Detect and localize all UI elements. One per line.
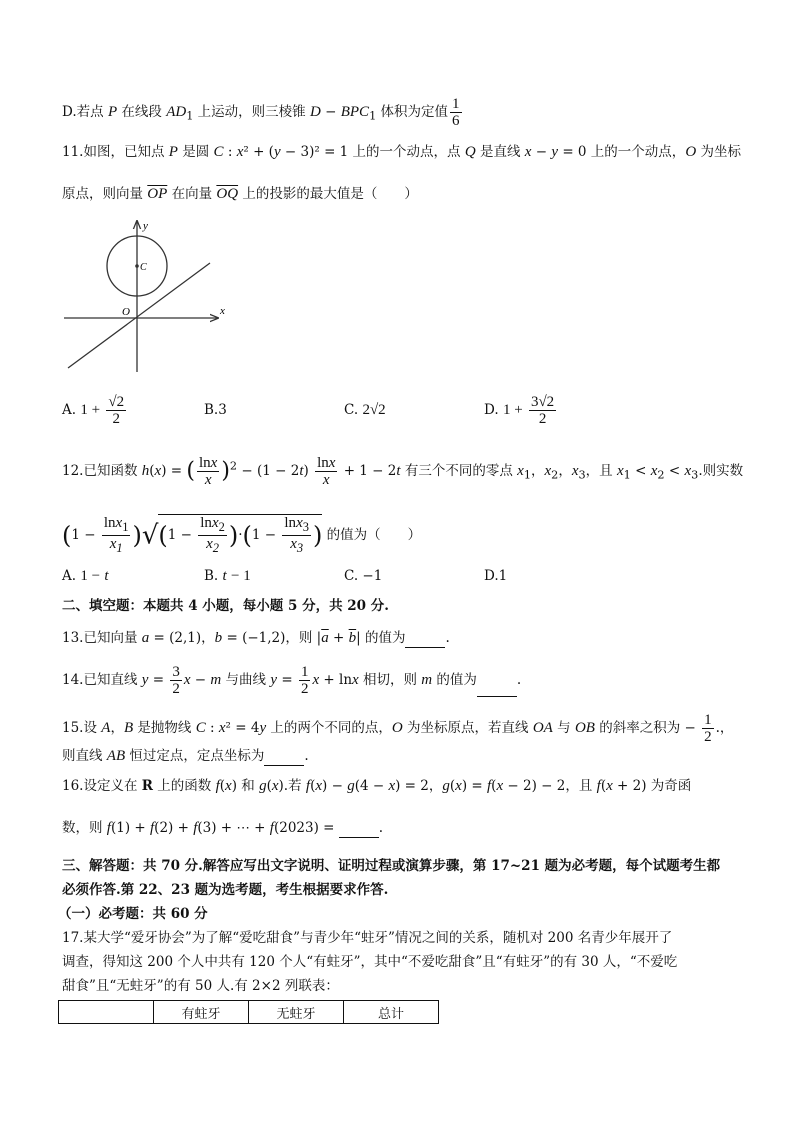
q15-stem-line1: 15.设 A，B 是抛物线 C : x² = 4y 上的两个不同的点，O 为坐标原点，若直线 OA 与 OB 的斜率之积为 − $\frac{1}{2}$ .， xyxy=(62,712,734,745)
q12-stem-line2: (1 − $\frac{\ln x_1}{x_1}$ )√(1 − $\frac{\ln x_2}{x_2}$ )·(1 − $\frac{\ln x_3}{x_3}$ ) 的值为（ ） xyxy=(62,515,422,555)
q14-stem: 14.已知直线 y = $\frac{3}{2}$ x − m 与曲线 y = $\frac{1}{2}$ x + lnx 相切，则 m 的值为 . xyxy=(62,664,522,697)
q16-stem-line2: 数，则 f(1) + f(2) + f(3) + ⋯ + f(2023) = . xyxy=(62,820,384,836)
q12-option-b[interactable]: B. t − 1 xyxy=(204,568,251,584)
q13-answer-blank[interactable] xyxy=(405,633,445,648)
label-x: x xyxy=(220,305,225,317)
subsection1-heading: （一）必考题：共 60 分 xyxy=(58,906,208,922)
q12-stem-line1: 12.已知函数 h(x) = ( $\frac{\ln x}{x}$ )$^2$ − (1 − 2t) $\frac{\ln x}{x}$ + 1 − 2t 有三个不同的零点 $x_1$，$x_2$，$x_3$，且 $x_1 < x_2 < x_3$.则实数 xyxy=(62,455,744,488)
q12-option-a[interactable]: A. 1 − t xyxy=(62,568,109,584)
q11-option-b[interactable]: B.3 xyxy=(204,402,227,418)
q11-option-d[interactable]: D. 1 + $\frac{3√2}{2}$ xyxy=(484,394,555,427)
section2-heading: 二、填空题：本题共 4 小题，每小题 5 分，共 20 分. xyxy=(62,598,389,614)
q16-answer-blank[interactable] xyxy=(339,823,379,838)
q10-option-d xyxy=(62,96,464,129)
line-x-minus-y xyxy=(68,263,210,368)
q10-option-d-text: D.若点 P 在线段 $AD_1$ 上运动，则三棱锥 $D - BPC_1$ 体积为定值 $\frac{1}{6}$ xyxy=(62,96,460,129)
q14-answer-blank[interactable] xyxy=(477,682,517,697)
q15-answer-blank[interactable] xyxy=(264,751,304,766)
q12-option-d[interactable]: D.1 xyxy=(484,568,508,584)
q17-contingency-table xyxy=(58,1000,439,1024)
q12-option-c[interactable]: C. −1 xyxy=(344,568,383,584)
center-c-dot xyxy=(135,264,139,268)
q16-stem-line1: 16.设定义在 R 上的函数 f(x) 和 g(x).若 f(x) − g(4 − x) = 2，g(x) = f(x − 2) − 2，且 f(x + 2) 为奇函 xyxy=(62,778,692,794)
q11-figure xyxy=(60,215,230,375)
q17-stem-line2: 调查，得知这 200 个人中共有 120 个人“有蛀牙”，其中“不爱吃甜食”且“有蛀牙”的有 30 人，“不爱吃 xyxy=(62,954,678,970)
label-c: C xyxy=(140,262,147,273)
label-o: O xyxy=(122,306,130,318)
table-header-cell: 无蛀牙 xyxy=(249,1001,344,1024)
table-header-cell: 总计 xyxy=(344,1001,439,1024)
label-y: y xyxy=(143,220,148,232)
q11-stem-line2: 原点，则向量 $\overline{OP}$ 在向量 $\overline{OQ}$ 上的投影的最大值是（ ） xyxy=(62,186,418,202)
section3-line2: 必须作答.第 22、23 题为选考题，考生根据要求作答. xyxy=(62,882,389,898)
q17-stem-line3: 甜食”且“无蛀牙”的有 50 人.有 2×2 列联表： xyxy=(62,978,339,994)
table-header-cell xyxy=(59,1001,154,1024)
section3-line1: 三、解答题：共 70 分.解答应写出文字说明、证明过程或演算步骤，第 17~21 题为必考题，每个试题考生都 xyxy=(62,858,721,874)
q11-stem-line1: 11.如图，已知点 P 是圆 C : x² + (y − 3)² = 1 上的一个动点，点 Q 是直线 x − y = 0 上的一个动点，O 为坐标 xyxy=(62,144,741,160)
q17-stem-line1: 17.某大学“爱牙协会”为了解“爱吃甜食”与青少年“蛀牙”情况之间的关系，随机对 200 名青少年展开了 xyxy=(62,930,673,946)
q15-stem-line2: 则直线 AB 恒过定点，定点坐标为 . xyxy=(62,748,309,764)
table-row xyxy=(59,1001,439,1024)
q11-option-a[interactable]: A. 1 + $\frac{√2}{2}$ xyxy=(62,394,125,427)
q11-option-c[interactable]: C. 2√2 xyxy=(344,402,386,418)
table-header-cell: 有蛀牙 xyxy=(154,1001,249,1024)
q13-stem: 13.已知向量 a = (2,1)，b = (−1,2)，则 $|\overline{a} + \overline{b}|$ 的值为 . xyxy=(62,630,450,646)
